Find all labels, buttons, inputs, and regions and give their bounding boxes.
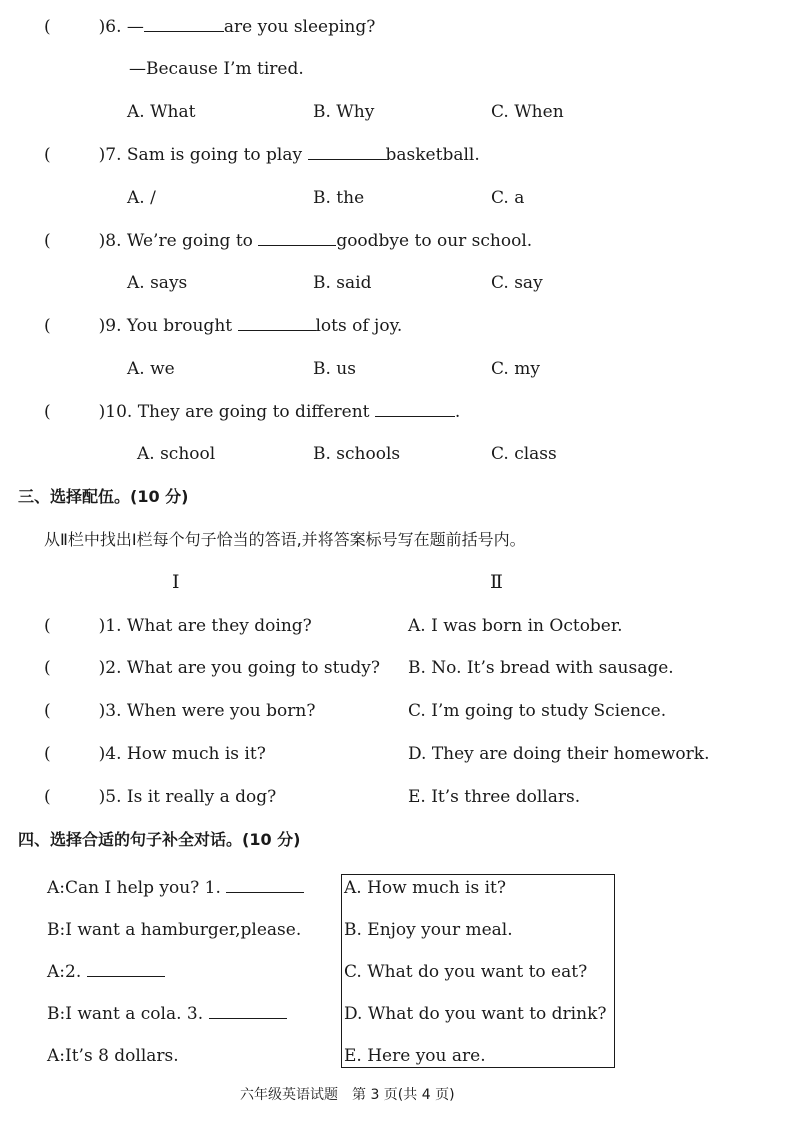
question-number: )10.	[98, 402, 133, 422]
section-3-heading: 三、选择配伍。(10 分)	[18, 487, 189, 506]
option: C. When	[491, 102, 564, 122]
question-10	[44, 401, 460, 423]
match-question: ( )5. Is it really a dog?	[44, 787, 277, 807]
answer-blank	[238, 315, 316, 331]
option: A. says	[127, 273, 188, 293]
question-number: )6. —	[98, 17, 144, 37]
option: A. What	[127, 102, 196, 122]
section-3-instruction: 从Ⅱ栏中找出Ⅰ栏每个句子恰当的答语,并将答案标号写在题前括号内。	[44, 530, 526, 549]
match-question: ( )4. How much is it?	[44, 744, 266, 764]
answer-blank	[87, 961, 165, 977]
answer-blank	[308, 144, 386, 160]
question-text-before: You brought	[126, 316, 233, 336]
answer-blank	[226, 877, 304, 893]
page-footer: 六年级英语试题 第 3 页(共 4 页)	[240, 1087, 455, 1103]
question-text-after: .	[454, 402, 461, 422]
option: B. said	[313, 273, 372, 293]
match-question: ( )3. When were you born?	[44, 701, 316, 721]
answer-blank	[144, 16, 224, 32]
answer-paren: (	[44, 316, 51, 336]
question-number: )8.	[98, 231, 122, 251]
dialog-option: A. How much is it?	[344, 878, 506, 898]
section-4-heading: 四、选择合适的句子补全对话。(10 分)	[18, 830, 301, 849]
answer-paren: (	[44, 616, 51, 636]
match-answer: E. It’s three dollars.	[408, 787, 581, 807]
dialog-line: A:Can I help you? 1.	[47, 877, 304, 899]
question-9	[44, 315, 402, 337]
option: C. my	[491, 359, 540, 379]
answer-paren: (	[44, 787, 51, 807]
match-answer: A. I was born in October.	[408, 616, 623, 636]
question-text-after: goodbye to our school.	[336, 231, 533, 251]
dialog-line: A:2.	[47, 961, 165, 983]
answer-paren: (	[44, 231, 51, 251]
column-1-header: Ⅰ	[172, 571, 180, 593]
match-answer: C. I’m going to study Science.	[408, 701, 667, 721]
question-number: )7.	[98, 145, 122, 165]
match-answer: D. They are doing their homework.	[408, 744, 710, 764]
question-8	[44, 230, 532, 252]
answer-blank	[375, 401, 455, 417]
dialog-line: B:I want a cola. 3.	[47, 1003, 287, 1025]
match-question: ( )1. What are they doing?	[44, 616, 312, 636]
option: A. /	[127, 188, 156, 208]
dialog-option: B. Enjoy your meal.	[344, 920, 513, 940]
match-answer: B. No. It’s bread with sausage.	[408, 658, 674, 678]
answer-paren: (	[44, 145, 51, 165]
option: C. say	[491, 273, 543, 293]
answer-paren: (	[44, 402, 51, 422]
option: A. school	[137, 444, 216, 464]
question-number: )9.	[98, 316, 122, 336]
dialog-line: B:I want a hamburger,please.	[47, 920, 302, 940]
question-text-before: We’re going to	[126, 231, 253, 251]
option: A. we	[127, 359, 175, 379]
question-text-before: Sam is going to play	[126, 145, 303, 165]
question-6	[44, 16, 375, 38]
dialog-option: C. What do you want to eat?	[344, 962, 588, 982]
option: B. schools	[313, 444, 401, 464]
answer-blank	[258, 230, 336, 246]
option: B. us	[313, 359, 356, 379]
answer-blank	[209, 1003, 287, 1019]
dialog-option: D. What do you want to drink?	[344, 1004, 607, 1024]
question-text-before: They are going to different	[137, 402, 370, 422]
answer-paren: (	[44, 701, 51, 721]
question-text-after: lots of joy.	[315, 316, 403, 336]
option: B. the	[313, 188, 365, 208]
match-question: ( )2. What are you going to study?	[44, 658, 380, 678]
question-6-reply: —Because I’m tired.	[129, 59, 304, 79]
column-2-header: Ⅱ	[490, 571, 503, 593]
dialog-option: E. Here you are.	[344, 1046, 486, 1066]
dialog-line: A:It’s 8 dollars.	[47, 1046, 179, 1066]
answer-paren: (	[44, 17, 51, 37]
option: C. a	[491, 188, 525, 208]
option: B. Why	[313, 102, 375, 122]
question-7	[44, 144, 480, 166]
option: C. class	[491, 444, 557, 464]
question-text-after: basketball.	[385, 145, 480, 165]
answer-paren: (	[44, 744, 51, 764]
answer-paren: (	[44, 658, 51, 678]
question-text-after: are you sleeping?	[223, 17, 376, 37]
